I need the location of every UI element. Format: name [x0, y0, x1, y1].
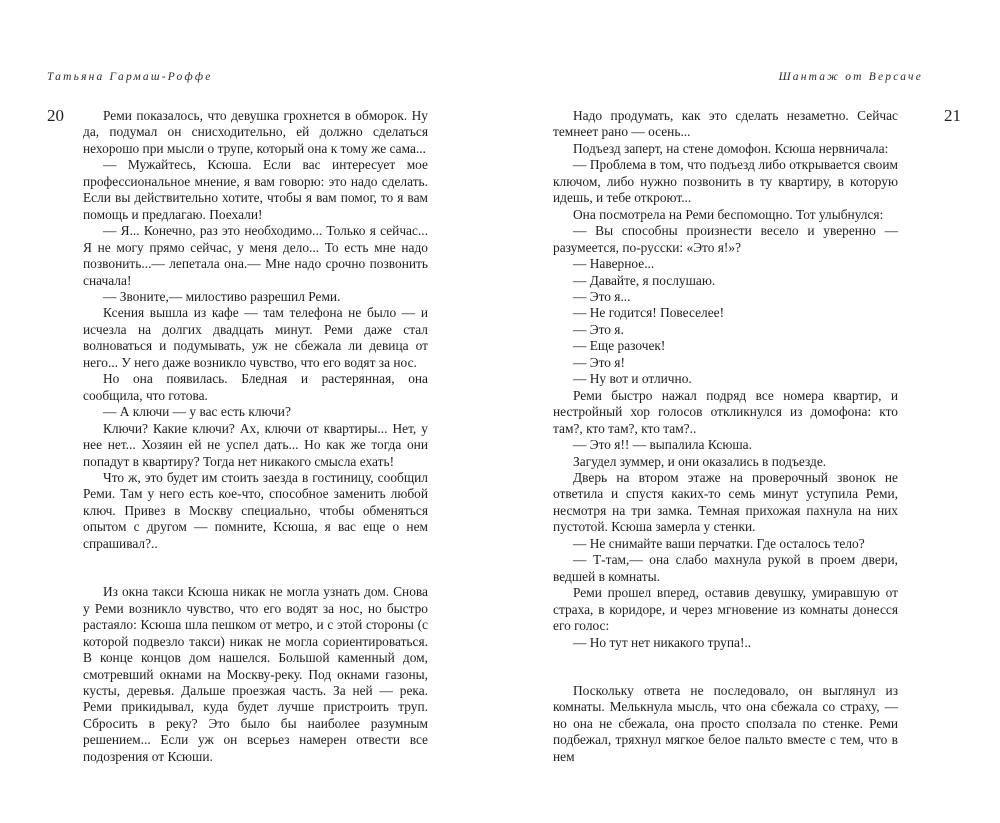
paragraph: — Мужайтесь, Ксюша. Если вас интересует мое профессиональное мнение, я вам говорю: это надо сделать. Если вы действительно хотите, чтобы я вам помог, то я вам помощь и предлагаю. Поехали! — [83, 157, 428, 222]
dialog-line: — Это я!! — выпалила Ксюша. — [573, 437, 752, 453]
dialog-line: — Не снимайте ваши перчатки. Где осталось тело? — [573, 535, 865, 551]
paragraph: Она посмотрела на Реми беспомощно. Тот улыбнулся: — [573, 206, 884, 222]
paragraph: Реми показалось, что девушка грохнется в обморок. Ну да, подумал он снисходительно, ей должно сделаться нехорошо при мысли о трупе, который она к тому же сама... — [83, 108, 428, 156]
dialog-line: — Это я. — [573, 321, 624, 337]
paragraph: — Вы способны произнести весело и уверенно — разумеется, по-русски: «Это я!»? — [553, 223, 898, 255]
dialog-line: — Не годится! Повеселее! — [573, 305, 725, 321]
paragraph: Подъезд заперт, на стене домофон. Ксюша нервничала: — [573, 140, 889, 156]
paragraph: — Звоните,— милостиво разрешил Реми. — [103, 288, 341, 304]
paragraph: Из окна такси Ксюша никак не могла узнать дом. Снова у Реми возникло чувство, что его водят за нос, но быстро растаяло: Ксюша шла пешком от метро, и с этой стороны (с которой подвезло такси) никак не могла сориентироваться. В конце концов дом нашелся. Большой каменный дом, смотревший окнами на Москву-реку. Под окнами газоны, кусты, деревья. Дальше проезжая часть. За ней — река. Реми прикидывал, куда будет лучше пристроить труп. Сбросить в реку? Это было бы наиболее разумным решением... Если уж он всерьез намерен отвести все подозрения от Ксюши. — [83, 584, 428, 764]
section-break — [553, 651, 898, 683]
paragraph: Что ж, это будет им стоить заезда в гостиницу, сообщил Реми. Там у него есть кое-что, способное заменить любой ключ. Привез в Москву специально, чтобы обменяться опытом с другом — помните, Ксюша, я вас еще о нем спрашивал?.. — [83, 469, 428, 551]
running-head-title: Шантаж от Версаче — [778, 71, 923, 83]
paragraph: Реми прошел вперед, оставив девушку, умиравшую от страха, в коридоре, и через мгновение из комнаты донесся его голос: — [553, 585, 898, 634]
paragraph: Ключи? Какие ключи? Ах, ключи от квартиры... Нет, у нее нет... Хозяин ей не успел дать... Но как же тогда они попадут в квартиру? Тогда нет никакого смысла ехать! — [83, 420, 428, 469]
paragraph: — А ключи — у вас есть ключи? — [103, 404, 291, 420]
dialog-line: — Наверное... — [573, 256, 655, 272]
dialog-line: — Это я... — [573, 288, 631, 304]
paragraph: — Я... Конечно, раз это необходимо... Только я сейчас... Я не могу прямо сейчас, у меня дело... То есть мне надо позвонить...— лепетала она.— Мне надо срочно позвонить сначала! — [83, 223, 428, 288]
paragraph: Но она появилась. Бледная и растерянная, она сообщила, что готова. — [83, 371, 428, 403]
dialog-line: — Но тут нет никакого трупа!.. — [573, 634, 752, 650]
running-head-author: Татьяна Гармаш-Роффе — [47, 71, 213, 83]
section-break — [83, 552, 428, 584]
text-column-right — [553, 108, 898, 765]
page-number-right: 21 — [944, 106, 961, 125]
paragraph: Ксения вышла из кафе — там телефона не было — и исчезла на долгих двадцать минут. Реми даже стал волноваться и подумывать, уж не сбежала ли девица от него... У него даже возникло чувство, что его водят за нос. — [83, 305, 428, 370]
dialog-line: — Это я! — [573, 354, 625, 370]
dialog-line: — Еще разочек! — [573, 338, 666, 354]
dialog-line: — Ну вот и отлично. — [573, 371, 692, 387]
paragraph: — Т-там,— она слабо махнула рукой в проем двери, ведшей в комнаты. — [553, 552, 898, 584]
paragraph: Реми быстро нажал подряд все номера квартир, и нестройный хор голосов откликнулся из домофона: кто там?, кто там?, кто там?.. — [553, 387, 898, 436]
page-number-left: 20 — [47, 106, 64, 125]
paragraph: Загудел зуммер, и они оказались в подъезде. — [573, 453, 827, 469]
paragraph: Поскольку ответа не последовало, он выглянул из комнаты. Мелькнула мысль, что она сбежала со страху, — но она не сбежала, она просто сползала по стенке. Реми подбежал, тряхнул мягкое белое пальто вместе с тем, что в нем — [553, 682, 898, 764]
paragraph: Надо продумать, как это сделать незаметно. Сейчас темнеет рано — осень... — [553, 108, 898, 140]
dialog-line: — Давайте, я послушаю. — [573, 272, 716, 288]
paragraph: — Проблема в том, что подъезд либо открывается своим ключом, либо нужно позвонить в ту квартиру, в которую идешь, и тебе откроют... — [553, 157, 898, 206]
text-column-left — [83, 108, 428, 765]
paragraph: Дверь на втором этаже на проверочный звонок не ответила и спустя каких-то семь минут уступила Реми, несмотря на три замка. Темная прихожая пахнула на них пустотой. Ксюша замерла у стенки. — [553, 469, 898, 535]
